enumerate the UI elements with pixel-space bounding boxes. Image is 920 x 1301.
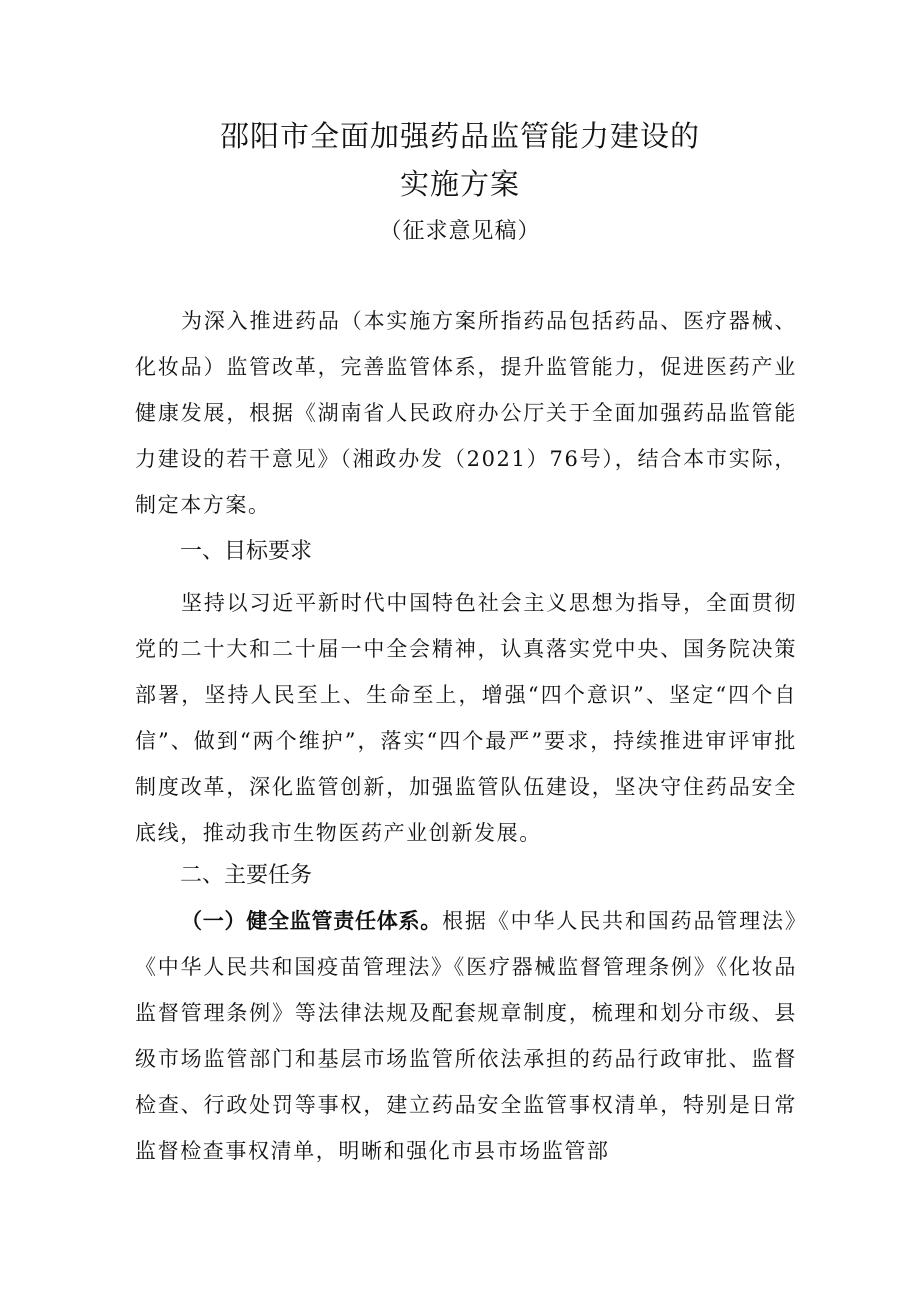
- section1-heading: 一、目标要求: [180, 539, 313, 564]
- section2-heading: 二、主要任务: [180, 863, 313, 888]
- item1-lead: （一）健全监管责任体系。: [181, 909, 443, 933]
- section1-paragraph: 坚持以习近平新时代中国特色社会主义思想为指导，全面贯彻党的二十大和二十届一中全会精神，认真落实党中央、国务院决策部署，坚持人民至上、生命至上，增强“四个意识”、坚定“四个自信”、做到“两个维护”，落实“四个最严”要求，持续推进审评审批制度改革，深化监管创新，加强监管队伍建设，坚决守住药品安全底线，推动我市生物医药产业创新发展。: [135, 591, 797, 845]
- intro-paragraph: 为深入推进药品（本实施方案所指药品包括药品、医疗器械、化妆品）监管改革，完善监管体系，提升监管能力，促进医药产业健康发展，根据《湖南省人民政府办公厅关于全面加强药品监管能力建设的若干意见》（湘政办发（2021）76号），结合本市实际，制定本方案。: [135, 309, 797, 517]
- document-subtitle: （征求意见稿）: [379, 219, 541, 244]
- document-title-line1: 邵阳市全面加强药品监管能力建设的: [219, 119, 700, 153]
- item1-paragraph: [135, 898, 797, 1174]
- item1-text: 根据《中华人民共和国药品管理法》《中华人民共和国疫苗管理法》《医疗器械监督管理条例》《化妆品监督管理条例》等法律法规及配套规章制度，梳理和划分市级、县级市场监管部门和基层市场监管所依法承担的药品行政审批、监督检查、行政处罚等事权，建立药品安全监管事权清单，特别是日常监督检查事权清单，明晰和强化市县市场监管部: [135, 909, 797, 1163]
- document-title-line2: 实施方案: [399, 167, 520, 201]
